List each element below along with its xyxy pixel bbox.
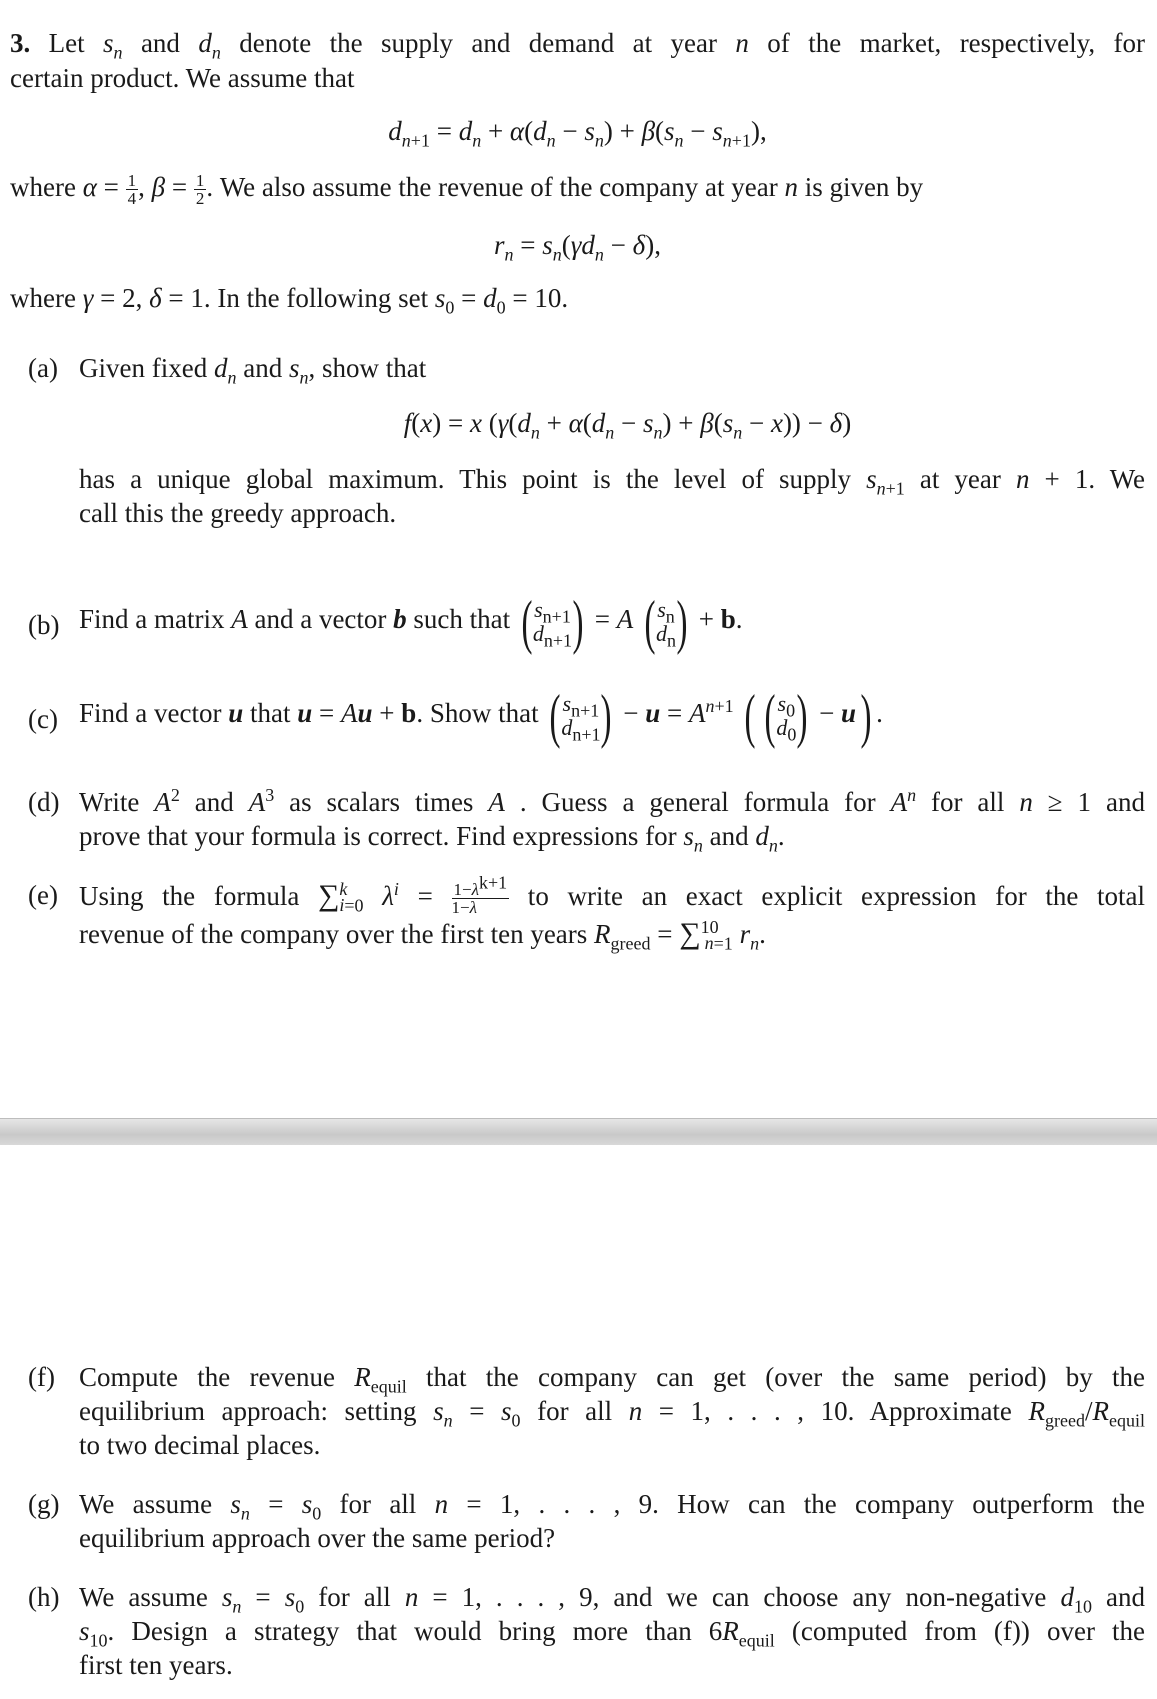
part-a-equation: f(x) = x $(\gamma(d_n + \alpha(d_n - s_n) + \beta(s_n - x)) - \delta)$ xyxy=(403,408,852,443)
part-d-line-1: Write $A^2$ and $A^3$ as scalars times A . Guess a general formula for $A^n$ for all n ≥ 1 and xyxy=(79,785,1145,817)
part-a-line-2: has a unique global maximum. This point is the level of supply $s_{n+1}$ at year n + 1. We xyxy=(79,464,1145,499)
part-d-label: (d) xyxy=(28,787,60,817)
part-f-line-3: to two decimal places. xyxy=(79,1430,321,1460)
part-g-label: (g) xyxy=(28,1489,60,1519)
page-divider xyxy=(0,1118,1157,1145)
part-h-line-1: We assume $s_n = s_0$ for all n = 1, . . . , 9, and we can choose any non-negative $d_{10}$ and xyxy=(79,1582,1145,1617)
problem-intro xyxy=(10,26,1145,96)
part-c-text: Find a vector u that u = Au + b. Show that ( $s_{n+1}$ $d_{n+1}$ ) − $u = A^{n+1}$ ( ( $s_0$ $d_0$ ) − u) . xyxy=(79,683,883,749)
part-a-line-3: call this the greedy approach. xyxy=(79,498,397,528)
part-f-label: (f) xyxy=(28,1362,55,1392)
part-e-line-2: revenue of the company over the first ten years $R_{greed} = \sum^{10}_{n=1}$ $r_n$. xyxy=(79,917,766,954)
intro-line-2: certain product. We assume that xyxy=(10,63,355,93)
part-e-label: (e) xyxy=(28,880,58,910)
part-c-label: (c) xyxy=(28,704,58,734)
equation-demand: $d_{n+1} = d_n + \alpha(d_n - s_n) + \beta(s_n - s_{n+1})$, xyxy=(388,116,767,151)
params-line-2: where γ = 2, δ = 1. In the following set $s_0 = d_0 = 10$. xyxy=(10,283,569,318)
part-e-line-1: Using the formula ∑$^k_{i=0}$ $\lambda^i$ = $\frac{1-\lambda^{k+1}}{1-\lambda}$ to write an exact explicit expression for the total xyxy=(79,872,1145,918)
part-f-line-1: Compute the revenue $R_{equil}$ that the company can get (over the same period) by the xyxy=(79,1362,1145,1397)
part-b-text: Find a matrix A and a vector b such that ( $s_{n+1}$ $d_{n+1}$ ) = A ( $s_n$ $d_n$ ) + b. xyxy=(79,589,743,655)
equation-revenue: $r_n = s_n(\gamma d_n - \delta)$, xyxy=(494,230,661,265)
part-g-line-2: equilibrium approach over the same period? xyxy=(79,1523,556,1553)
part-h-label: (h) xyxy=(28,1582,60,1612)
part-d-line-2: prove that your formula is correct. Find expressions for $s_n$ and $d_n$. xyxy=(79,821,785,856)
part-g-line-1: We assume $s_n = s_0$ for all n = 1, . . . , 9. How can the company outperform the xyxy=(79,1489,1146,1524)
part-h-line-3: first ten years. xyxy=(79,1650,233,1680)
part-f-line-2: equilibrium approach: setting $s_n = s_0$ for all n = 1, . . . , 10. Approximate $R_{greed}/R_{equil}$ xyxy=(79,1396,1145,1431)
part-a-label: (a) xyxy=(28,353,58,383)
part-b-label: (b) xyxy=(28,610,60,640)
problem-number: 3. xyxy=(10,28,31,58)
intro-line-1: 3. Let $s_n$ and $d_n$ denote the supply and demand at year n of the market, respectively, for xyxy=(10,28,1146,63)
part-h-line-2: $s_{10}$. Design a strategy that would bring more than $6R_{equil}$ (computed from (f)) over the xyxy=(79,1616,1145,1651)
params-line-1: where α = $\frac{1}{4}$ , β = $\frac{1}{2}$ . We also assume the revenue of the company at year n is given by xyxy=(10,171,924,209)
part-a-line-1: Given fixed $d_n$ and $s_n$, show that xyxy=(79,353,427,388)
